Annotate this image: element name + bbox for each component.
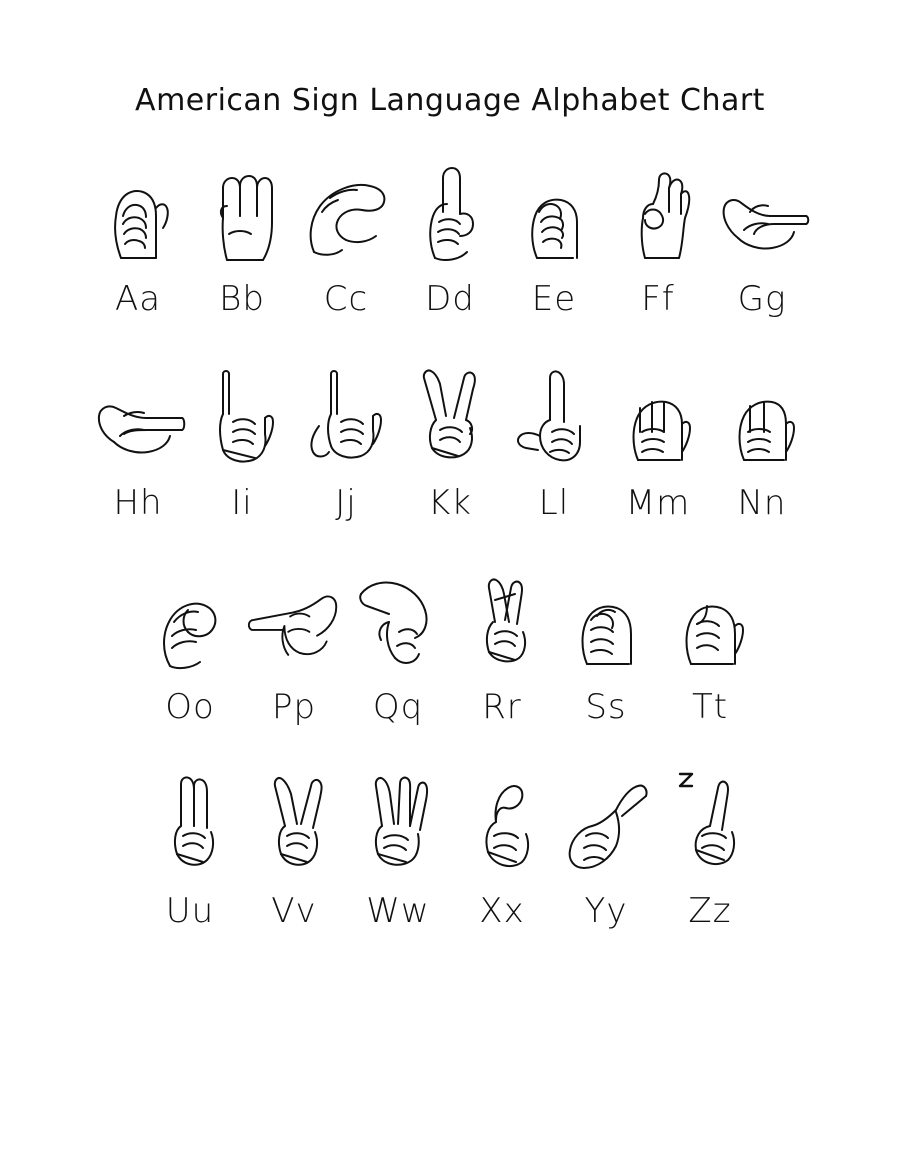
letter-label: Rr <box>482 687 522 727</box>
letter-label: Ff <box>641 279 675 319</box>
letter-cell-t <box>662 566 758 727</box>
letter-label: Yy <box>584 891 628 931</box>
letter-cell-e <box>506 158 602 319</box>
asl-hand-t-icon <box>662 566 758 670</box>
letter-label: Kk <box>428 483 472 523</box>
letter-cell-j <box>298 362 394 523</box>
letter-label: Aa <box>114 279 162 319</box>
letter-cell-m <box>610 362 706 523</box>
asl-hand-n-icon <box>714 362 810 466</box>
letter-label: Ii <box>231 483 253 523</box>
letter-cell-r <box>454 566 550 727</box>
asl-hand-c-icon <box>298 158 394 262</box>
asl-hand-o-icon <box>142 566 238 670</box>
asl-hand-g-icon <box>714 158 810 262</box>
letter-label: Jj <box>335 483 357 523</box>
letter-cell-k <box>402 362 498 523</box>
letter-cell-i <box>194 362 290 523</box>
letter-label: Cc <box>323 279 369 319</box>
letter-cell-z <box>662 770 758 931</box>
letter-cell-h <box>90 362 186 523</box>
asl-hand-k-icon <box>402 362 498 466</box>
alphabet-row <box>0 566 900 727</box>
asl-hand-z-icon <box>662 770 758 874</box>
alphabet-row <box>0 770 900 931</box>
letter-cell-x <box>454 770 550 931</box>
asl-hand-y-icon <box>558 770 654 874</box>
asl-hand-a-icon <box>90 158 186 262</box>
letter-label: Xx <box>479 891 525 931</box>
asl-hand-x-icon <box>454 770 550 874</box>
row-spacer <box>0 326 900 362</box>
asl-hand-s-icon <box>558 566 654 670</box>
asl-hand-d-icon <box>402 158 498 262</box>
letter-label: Oo <box>165 687 215 727</box>
asl-hand-e-icon <box>506 158 602 262</box>
letter-label: Bb <box>219 279 265 319</box>
letter-cell-w <box>350 770 446 931</box>
asl-hand-u-icon <box>142 770 238 874</box>
letter-label: Zz <box>688 891 732 931</box>
asl-hand-b-icon <box>194 158 290 262</box>
letter-cell-n <box>714 362 810 523</box>
page-title: American Sign Language Alphabet Chart <box>135 83 765 118</box>
asl-hand-l-icon <box>506 362 602 466</box>
alphabet-grid <box>0 158 900 931</box>
asl-hand-i-icon <box>194 362 290 466</box>
asl-hand-f-icon <box>610 158 706 262</box>
letter-cell-f <box>610 158 706 319</box>
letter-cell-b <box>194 158 290 319</box>
letter-cell-u <box>142 770 238 931</box>
asl-hand-j-icon <box>298 362 394 466</box>
letter-label: Uu <box>165 891 215 931</box>
letter-cell-c <box>298 158 394 319</box>
asl-hand-q-icon <box>350 566 446 670</box>
letter-label: Ss <box>585 687 627 727</box>
letter-cell-p <box>246 566 342 727</box>
letter-cell-q <box>350 566 446 727</box>
letter-label: Qq <box>372 687 424 727</box>
letter-label: Dd <box>425 279 475 319</box>
asl-hand-m-icon <box>610 362 706 466</box>
letter-label: Pp <box>271 687 317 727</box>
letter-cell-l <box>506 362 602 523</box>
letter-label: Gg <box>737 279 787 319</box>
letter-cell-d <box>402 158 498 319</box>
letter-label: Ll <box>538 483 570 523</box>
letter-label: Mm <box>625 483 691 523</box>
letter-cell-v <box>246 770 342 931</box>
letter-cell-o <box>142 566 238 727</box>
letter-label: Tt <box>691 687 729 727</box>
letter-cell-a <box>90 158 186 319</box>
asl-hand-v-icon <box>246 770 342 874</box>
letter-cell-g <box>714 158 810 319</box>
letter-label: Nn <box>737 483 787 523</box>
asl-hand-h-icon <box>90 362 186 466</box>
asl-hand-p-icon <box>246 566 342 670</box>
letter-cell-y <box>558 770 654 931</box>
letter-label: Ee <box>531 279 577 319</box>
row-spacer <box>0 734 900 770</box>
asl-hand-w-icon <box>350 770 446 874</box>
row-spacer <box>0 530 900 566</box>
letter-label: Vv <box>271 891 317 931</box>
letter-cell-s <box>558 566 654 727</box>
letter-label: Ww <box>366 891 430 931</box>
alphabet-row <box>0 158 900 319</box>
asl-hand-r-icon <box>454 566 550 670</box>
alphabet-row <box>0 362 900 523</box>
letter-label: Hh <box>113 483 163 523</box>
